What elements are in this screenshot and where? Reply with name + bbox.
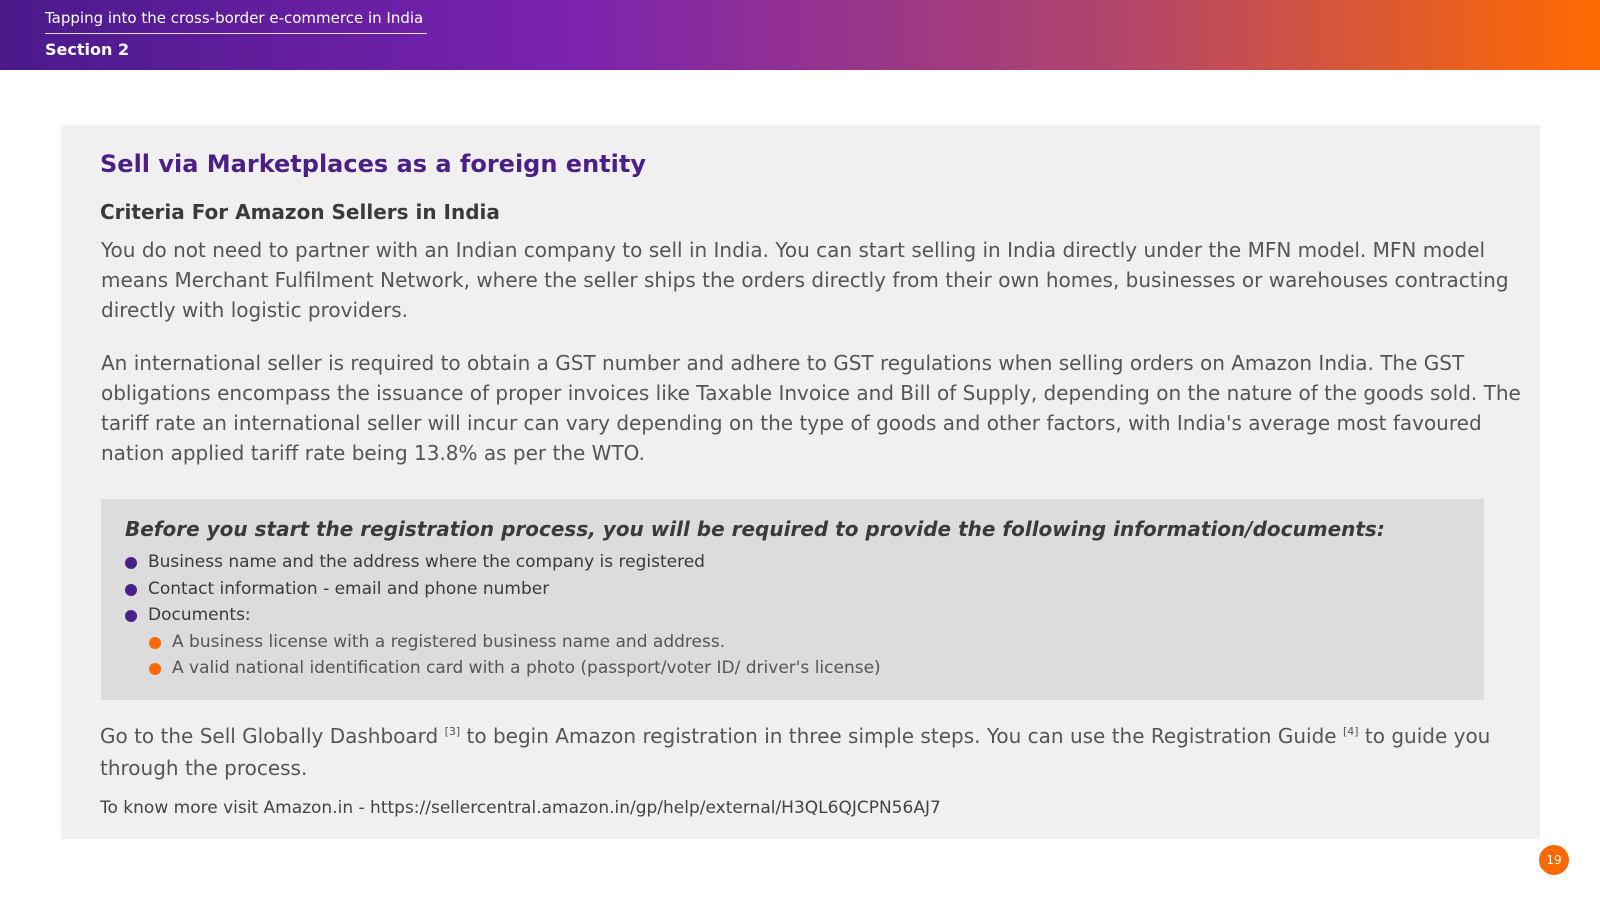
reference-3: [3]	[444, 725, 461, 738]
section-label: Section 2	[45, 40, 130, 59]
list-item-text: Documents:	[148, 605, 251, 625]
sub-list-item	[149, 658, 881, 685]
more-info-link-text: To know more visit Amazon.in - https://sellercentral.amazon.in/gp/help/external/H3QL6QJCPN56AJ7	[100, 798, 941, 818]
page-heading: Sell via Marketplaces as a foreign entity	[100, 150, 646, 178]
registration-paragraph	[100, 720, 1520, 784]
criteria-subheading: Criteria For Amazon Sellers in India	[100, 200, 500, 224]
bullet-icon	[125, 610, 137, 622]
requirements-box	[101, 499, 1484, 700]
sub-list-item	[149, 632, 881, 659]
list-item	[125, 579, 881, 606]
requirements-heading: Before you start the registration process, you will be required to provide the following information/documents:	[125, 517, 1385, 541]
sub-list-item-text: A valid national identification card with a photo (passport/voter ID/ driver's license)	[172, 658, 881, 678]
registration-text-1: Go to the Sell Globally Dashboard	[100, 724, 445, 748]
requirements-list	[125, 552, 881, 685]
registration-text-2: to begin Amazon registration in three simple steps. You can use the Registration Guide	[460, 724, 1343, 748]
registration-text-3: to guide you through the process.	[100, 724, 1491, 780]
reference-4: [4]	[1342, 725, 1359, 738]
list-item	[125, 552, 881, 579]
bullet-icon	[125, 584, 137, 596]
paragraph-mfn: You do not need to partner with an Indian company to sell in India. You can start selling in India directly under the MFN model. MFN model means Merchant Fulfilment Network, where the seller ships the orders directly from their own homes, businesses or warehouses contracting directly with logistic providers.	[101, 238, 1509, 322]
list-item	[125, 605, 881, 632]
bullet-icon	[125, 557, 137, 569]
sub-list-item-text: A business license with a registered business name and address.	[172, 631, 726, 652]
sub-bullet-icon	[149, 637, 161, 649]
page-number-badge: 19	[1539, 845, 1569, 875]
list-item-text: Business name and the address where the company is registered	[148, 552, 705, 572]
header-banner	[0, 0, 1600, 70]
sub-bullet-icon	[149, 663, 161, 675]
document-title: Tapping into the cross-border e-commerce in India	[45, 9, 427, 34]
list-item-text: Contact information - email and phone number	[148, 578, 550, 599]
paragraph-gst: An international seller is required to obtain a GST number and adhere to GST regulations when selling orders on Amazon India. The GST obligations encompass the issuance of proper invoices like Taxable Invoice and Bill of Supply, depending on the nature of the goods sold. The tariff rate an international seller will incur can vary depending on the type of goods and other factors, with India's average most favoured nation applied tariff rate being 13.8% as per the WTO.	[101, 351, 1521, 465]
content-panel	[61, 125, 1540, 839]
